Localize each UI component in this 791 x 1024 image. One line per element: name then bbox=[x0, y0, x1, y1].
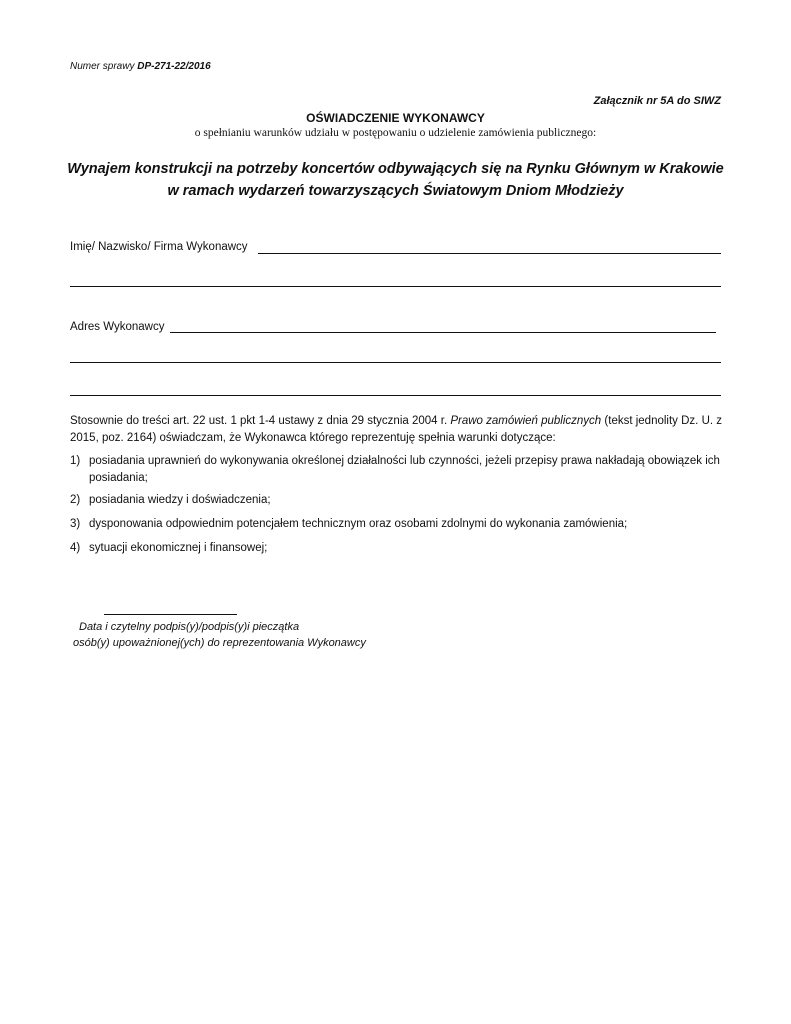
statement-law-name: Prawo zamówień publicznych bbox=[450, 415, 602, 427]
statement-paragraph bbox=[70, 413, 722, 447]
contractor-address-line-3[interactable] bbox=[70, 395, 721, 396]
document-subtitle: o spełnianiu warunków udziału w postępowaniu o udzielenie zamówienia publicznego: bbox=[194, 127, 597, 139]
attachment-label: Załącznik nr 5A do SIWZ bbox=[593, 95, 721, 107]
list-item-text: posiadania wiedzy i doświadczenia; bbox=[89, 494, 271, 506]
project-title bbox=[0, 158, 791, 202]
list-item-number: 1) bbox=[70, 455, 81, 467]
contractor-name-line[interactable] bbox=[258, 253, 721, 254]
list-item bbox=[70, 540, 722, 557]
signature-caption-2: osób(y) upoważnionej(ych) do reprezentowania Wykonawcy bbox=[73, 637, 366, 649]
list-item bbox=[70, 492, 722, 509]
list-item bbox=[70, 516, 722, 533]
project-title-line-1: Wynajem konstrukcji na potrzeby koncertów odbywających się na Rynku Głównym w Krakowie bbox=[67, 161, 724, 177]
case-number-label: Numer sprawy bbox=[70, 61, 135, 72]
contractor-name-label: Imię/ Nazwisko/ Firma Wykonawcy bbox=[70, 241, 248, 253]
list-item-text: dysponowania odpowiednim potencjałem technicznym oraz osobami zdolnymi do wykonania zamówienia; bbox=[89, 518, 628, 530]
list-item-number: 3) bbox=[70, 518, 81, 530]
signature-caption-1: Data i czytelny podpis(y)/podpis(y)i pieczątka bbox=[79, 621, 300, 633]
contractor-address-line-2[interactable] bbox=[70, 362, 721, 363]
signature-line[interactable] bbox=[104, 614, 237, 615]
statement-part-1: Stosownie do treści art. 22 ust. 1 pkt 1-4 ustawy z dnia 29 stycznia 2004 r. bbox=[70, 415, 448, 427]
list-item-text: posiadania uprawnień do wykonywania określonej działalności lub czynności, jeżeli przepisy prawa nakładają obowiązek ich posiadania; bbox=[89, 455, 720, 484]
case-number bbox=[70, 61, 211, 72]
list-item-text: sytuacji ekonomicznej i finansowej; bbox=[89, 542, 268, 554]
list-item bbox=[70, 453, 722, 487]
project-title-line-2: w ramach wydarzeń towarzyszących Światowym Dniom Młodzieży bbox=[167, 183, 624, 199]
contractor-address-label: Adres Wykonawcy bbox=[70, 321, 165, 333]
document-title: OŚWIADCZENIE WYKONAWCY bbox=[306, 111, 485, 125]
statement-part-2: (tekst jednolity Dz. U. z 2015, poz. 2164) oświadczam, że Wykonawca którego reprezentuję spełnia warunki dotyczące: bbox=[70, 415, 723, 444]
list-item-number: 4) bbox=[70, 542, 81, 554]
list-item-number: 2) bbox=[70, 494, 81, 506]
contractor-name-line-2[interactable] bbox=[70, 286, 721, 287]
case-number-value: DP-271-22/2016 bbox=[137, 61, 211, 72]
contractor-address-line[interactable] bbox=[170, 332, 716, 333]
